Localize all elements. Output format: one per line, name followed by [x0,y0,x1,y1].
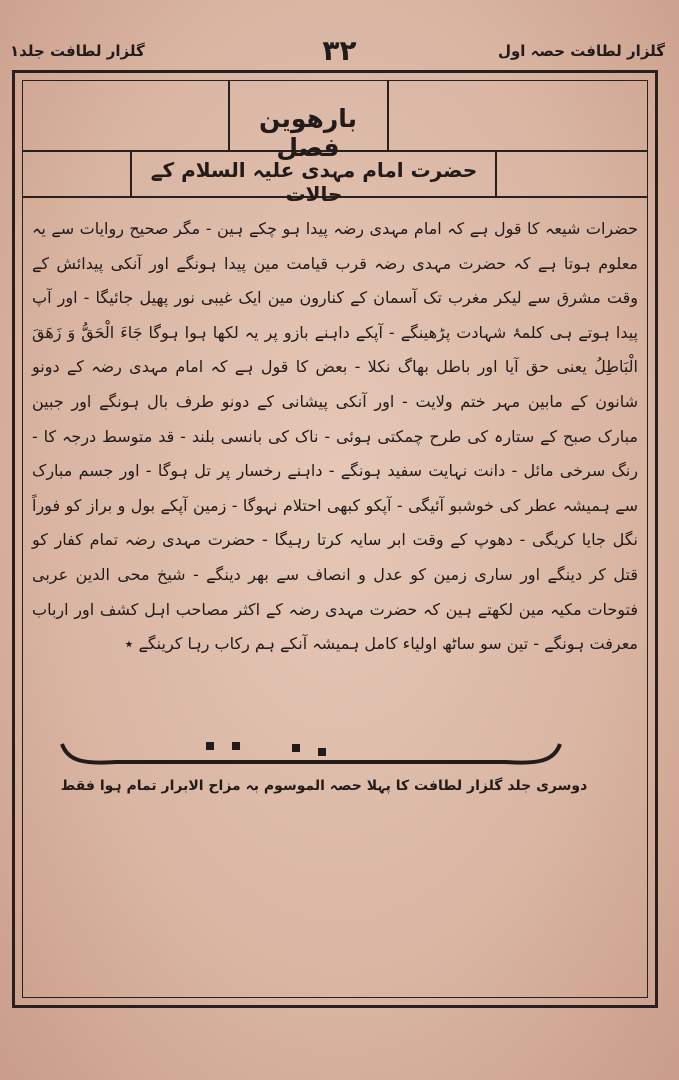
heading-rule-left-side [22,196,130,198]
section-title: حضرت امام مہدی علیہ السلام کے حالات [150,158,478,206]
running-head-left: گلزار لطافت جلد۱ [10,42,145,60]
heading-rule-left [130,150,132,196]
page-number: ۳۲ [322,34,357,67]
heading-rule-right [495,150,497,196]
colophon-line: دوسری جلد گلزار لطافت کا پہلا حصہ الموسوم بہ مزاح الابرار تمام ہوا فقط [60,778,588,794]
body-text [32,212,638,662]
ornamental-divider [56,738,566,768]
body-paragraph: حضرات شیعہ کا قول ہے کہ امام مہدی رضہ پیدا ہو چکے ہین - مگر صحیح روایات سے یہ معلوم ہوتا ہے کہ حضرت مہدی رضہ قرب قیامت مین پیدا ہونگے اور آنکی پیدائش کے وقت مشرق سے لیکر مغرب تک آسمان کے کنارون مین ایک غیبی نور پھیل جائیگا - اور آپ پیدا ہوتے ہی کلمۂ شہادت پڑھینگے - آپکے داہنے بازو پر یہ لکھا ہوا ہوگا جَاءَ الْحَقُّ وَ زَهَقَ الْبَاطِلُ یعنی حق آیا اور باطل بھاگ نکلا - بعض کا قول ہے کہ امام مہدی رضہ کے دونو شانون کے مابین مہر ختم ولایت - اور آنکی پیشانی کے دونو طرف بال ہونگے اور جبین مبارک صبح کے ستارہ کی طرح چمکتی ہوئی - ناک کی بانسی بلند - قد متوسط درجہ کا - رنگ سرخی مائل - دانت نہایت سفید ہونگے - داہنے رخسار پر تل ہوگا - اور جسم مبارک سے ہمیشہ عطر کی خوشبو آئیگی - آپکو کبھی احتلام نہوگا - زمین آپکے بول و براز کو فوراً نگل جایا کریگی - دھوپ کے وقت ابر سایہ کرتا رہیگا - حضرت مہدی رضہ تمام کفار کو قتل کر دینگے اور ساری زمین کو عدل و انصاف سے بھر دینگے - شیخ محی الدین عربی فتوحات مکیہ مین لکھتے ہین کہ حضرت مہدی رضہ کے اکثر مصاحب اہل کشف اور ارباب معرفت ہونگے - تین سو ساٹھ اولیاء کامل ہمیشہ آنکے ہم رکاب رہا کرینگے ٭ [32,219,638,654]
chapter-box-right [387,80,389,150]
chapter-title: بارھوین فصل [258,104,358,162]
running-head-right: گلزار لطافت حصہ اول [497,42,665,60]
heading-rule-right-side [495,196,648,198]
